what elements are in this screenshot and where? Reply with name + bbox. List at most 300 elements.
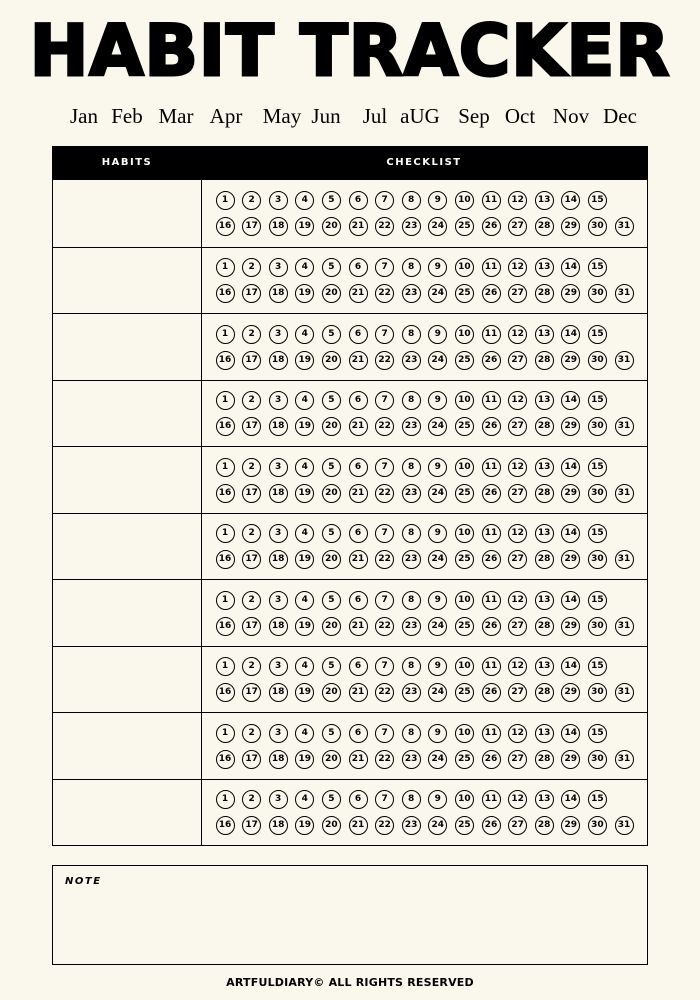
day-checkbox-19[interactable]: 19	[295, 816, 314, 835]
day-checkbox-31[interactable]: 31	[615, 550, 634, 569]
day-checkbox-26[interactable]: 26	[482, 816, 501, 835]
day-checkbox-27[interactable]: 27	[508, 417, 527, 436]
day-checkbox-10[interactable]: 10	[455, 325, 474, 344]
day-checkbox-9[interactable]: 9	[428, 524, 447, 543]
day-checkbox-4[interactable]: 4	[295, 458, 314, 477]
day-checkbox-12[interactable]: 12	[508, 591, 527, 610]
day-checkbox-8[interactable]: 8	[402, 391, 421, 410]
day-checkbox-12[interactable]: 12	[508, 524, 527, 543]
day-checkbox-7[interactable]: 7	[375, 657, 394, 676]
day-checkbox-3[interactable]: 3	[269, 458, 288, 477]
day-checkbox-24[interactable]: 24	[428, 484, 447, 503]
day-checkbox-5[interactable]: 5	[322, 724, 341, 743]
day-checkbox-23[interactable]: 23	[402, 550, 421, 569]
day-checkbox-2[interactable]: 2	[242, 391, 261, 410]
day-checkbox-6[interactable]: 6	[349, 325, 368, 344]
day-checkbox-10[interactable]: 10	[455, 524, 474, 543]
day-checkbox-13[interactable]: 13	[535, 524, 554, 543]
day-checkbox-31[interactable]: 31	[615, 617, 634, 636]
day-checkbox-9[interactable]: 9	[428, 724, 447, 743]
day-checkbox-4[interactable]: 4	[295, 591, 314, 610]
day-checkbox-20[interactable]: 20	[322, 351, 341, 370]
day-checkbox-11[interactable]: 11	[482, 591, 501, 610]
day-checkbox-21[interactable]: 21	[349, 484, 368, 503]
day-checkbox-21[interactable]: 21	[349, 683, 368, 702]
day-checkbox-24[interactable]: 24	[428, 617, 447, 636]
day-checkbox-28[interactable]: 28	[535, 683, 554, 702]
day-checkbox-24[interactable]: 24	[428, 284, 447, 303]
day-checkbox-26[interactable]: 26	[482, 683, 501, 702]
day-checkbox-11[interactable]: 11	[482, 258, 501, 277]
day-checkbox-1[interactable]: 1	[216, 790, 235, 809]
day-checkbox-19[interactable]: 19	[295, 484, 314, 503]
day-checkbox-14[interactable]: 14	[561, 258, 580, 277]
day-checkbox-21[interactable]: 21	[349, 816, 368, 835]
day-checkbox-17[interactable]: 17	[242, 217, 261, 236]
day-checkbox-23[interactable]: 23	[402, 816, 421, 835]
day-checkbox-15[interactable]: 15	[588, 258, 607, 277]
day-checkbox-22[interactable]: 22	[375, 683, 394, 702]
day-checkbox-6[interactable]: 6	[349, 191, 368, 210]
day-checkbox-21[interactable]: 21	[349, 417, 368, 436]
habit-name-cell[interactable]	[53, 647, 201, 713]
day-checkbox-18[interactable]: 18	[269, 683, 288, 702]
day-checkbox-16[interactable]: 16	[216, 683, 235, 702]
day-checkbox-5[interactable]: 5	[322, 258, 341, 277]
month-aug[interactable]: aUG	[400, 104, 440, 128]
day-checkbox-16[interactable]: 16	[216, 417, 235, 436]
day-checkbox-26[interactable]: 26	[482, 617, 501, 636]
day-checkbox-27[interactable]: 27	[508, 816, 527, 835]
day-checkbox-1[interactable]: 1	[216, 657, 235, 676]
day-checkbox-16[interactable]: 16	[216, 217, 235, 236]
day-checkbox-17[interactable]: 17	[242, 550, 261, 569]
day-checkbox-20[interactable]: 20	[322, 217, 341, 236]
day-checkbox-23[interactable]: 23	[402, 484, 421, 503]
day-checkbox-29[interactable]: 29	[561, 617, 580, 636]
day-checkbox-24[interactable]: 24	[428, 217, 447, 236]
day-checkbox-25[interactable]: 25	[455, 683, 474, 702]
day-checkbox-2[interactable]: 2	[242, 790, 261, 809]
day-checkbox-28[interactable]: 28	[535, 284, 554, 303]
day-checkbox-14[interactable]: 14	[561, 724, 580, 743]
day-checkbox-7[interactable]: 7	[375, 790, 394, 809]
day-checkbox-6[interactable]: 6	[349, 657, 368, 676]
day-checkbox-6[interactable]: 6	[349, 391, 368, 410]
day-checkbox-20[interactable]: 20	[322, 550, 341, 569]
day-checkbox-16[interactable]: 16	[216, 750, 235, 769]
day-checkbox-29[interactable]: 29	[561, 484, 580, 503]
note-area[interactable]	[53, 866, 647, 964]
day-checkbox-30[interactable]: 30	[588, 284, 607, 303]
day-checkbox-3[interactable]: 3	[269, 591, 288, 610]
month-jun[interactable]: Jun	[311, 104, 341, 128]
day-checkbox-30[interactable]: 30	[588, 750, 607, 769]
day-checkbox-11[interactable]: 11	[482, 790, 501, 809]
day-checkbox-11[interactable]: 11	[482, 325, 501, 344]
day-checkbox-16[interactable]: 16	[216, 284, 235, 303]
month-apr[interactable]: Apr	[209, 104, 243, 128]
day-checkbox-5[interactable]: 5	[322, 191, 341, 210]
day-checkbox-18[interactable]: 18	[269, 351, 288, 370]
day-checkbox-26[interactable]: 26	[482, 284, 501, 303]
day-checkbox-21[interactable]: 21	[349, 217, 368, 236]
day-checkbox-9[interactable]: 9	[428, 325, 447, 344]
day-checkbox-14[interactable]: 14	[561, 458, 580, 477]
day-checkbox-21[interactable]: 21	[349, 550, 368, 569]
day-checkbox-16[interactable]: 16	[216, 816, 235, 835]
day-checkbox-22[interactable]: 22	[375, 417, 394, 436]
day-checkbox-4[interactable]: 4	[295, 657, 314, 676]
day-checkbox-2[interactable]: 2	[242, 657, 261, 676]
month-dec[interactable]: Dec	[603, 104, 637, 128]
day-checkbox-28[interactable]: 28	[535, 417, 554, 436]
habit-name-cell[interactable]	[53, 381, 201, 447]
day-checkbox-2[interactable]: 2	[242, 591, 261, 610]
day-checkbox-9[interactable]: 9	[428, 258, 447, 277]
day-checkbox-27[interactable]: 27	[508, 683, 527, 702]
day-checkbox-18[interactable]: 18	[269, 284, 288, 303]
day-checkbox-9[interactable]: 9	[428, 391, 447, 410]
day-checkbox-19[interactable]: 19	[295, 351, 314, 370]
day-checkbox-3[interactable]: 3	[269, 724, 288, 743]
day-checkbox-25[interactable]: 25	[455, 484, 474, 503]
day-checkbox-19[interactable]: 19	[295, 683, 314, 702]
day-checkbox-30[interactable]: 30	[588, 484, 607, 503]
day-checkbox-12[interactable]: 12	[508, 258, 527, 277]
day-checkbox-4[interactable]: 4	[295, 391, 314, 410]
day-checkbox-9[interactable]: 9	[428, 790, 447, 809]
day-checkbox-11[interactable]: 11	[482, 391, 501, 410]
day-checkbox-1[interactable]: 1	[216, 591, 235, 610]
day-checkbox-30[interactable]: 30	[588, 683, 607, 702]
habit-name-cell[interactable]	[53, 248, 201, 314]
day-checkbox-25[interactable]: 25	[455, 351, 474, 370]
habit-name-cell[interactable]	[53, 514, 201, 580]
day-checkbox-29[interactable]: 29	[561, 750, 580, 769]
day-checkbox-5[interactable]: 5	[322, 591, 341, 610]
day-checkbox-7[interactable]: 7	[375, 724, 394, 743]
day-checkbox-3[interactable]: 3	[269, 325, 288, 344]
month-jan[interactable]: Jan	[70, 104, 98, 128]
day-checkbox-21[interactable]: 21	[349, 351, 368, 370]
day-checkbox-22[interactable]: 22	[375, 351, 394, 370]
day-checkbox-10[interactable]: 10	[455, 657, 474, 676]
habit-name-cell[interactable]	[53, 180, 201, 246]
day-checkbox-2[interactable]: 2	[242, 724, 261, 743]
day-checkbox-8[interactable]: 8	[402, 657, 421, 676]
day-checkbox-18[interactable]: 18	[269, 750, 288, 769]
day-checkbox-31[interactable]: 31	[615, 217, 634, 236]
day-checkbox-29[interactable]: 29	[561, 550, 580, 569]
day-checkbox-15[interactable]: 15	[588, 657, 607, 676]
day-checkbox-28[interactable]: 28	[535, 750, 554, 769]
day-checkbox-4[interactable]: 4	[295, 524, 314, 543]
day-checkbox-8[interactable]: 8	[402, 325, 421, 344]
day-checkbox-27[interactable]: 27	[508, 550, 527, 569]
day-checkbox-31[interactable]: 31	[615, 417, 634, 436]
day-checkbox-17[interactable]: 17	[242, 816, 261, 835]
day-checkbox-8[interactable]: 8	[402, 790, 421, 809]
day-checkbox-13[interactable]: 13	[535, 325, 554, 344]
day-checkbox-13[interactable]: 13	[535, 391, 554, 410]
day-checkbox-15[interactable]: 15	[588, 458, 607, 477]
day-checkbox-13[interactable]: 13	[535, 458, 554, 477]
day-checkbox-3[interactable]: 3	[269, 258, 288, 277]
day-checkbox-17[interactable]: 17	[242, 617, 261, 636]
day-checkbox-19[interactable]: 19	[295, 550, 314, 569]
day-checkbox-16[interactable]: 16	[216, 351, 235, 370]
day-checkbox-20[interactable]: 20	[322, 284, 341, 303]
day-checkbox-12[interactable]: 12	[508, 458, 527, 477]
day-checkbox-23[interactable]: 23	[402, 284, 421, 303]
day-checkbox-20[interactable]: 20	[322, 617, 341, 636]
day-checkbox-14[interactable]: 14	[561, 591, 580, 610]
day-checkbox-27[interactable]: 27	[508, 217, 527, 236]
day-checkbox-2[interactable]: 2	[242, 325, 261, 344]
day-checkbox-7[interactable]: 7	[375, 458, 394, 477]
day-checkbox-28[interactable]: 28	[535, 617, 554, 636]
day-checkbox-28[interactable]: 28	[535, 217, 554, 236]
day-checkbox-31[interactable]: 31	[615, 484, 634, 503]
day-checkbox-19[interactable]: 19	[295, 284, 314, 303]
day-checkbox-12[interactable]: 12	[508, 191, 527, 210]
day-checkbox-31[interactable]: 31	[615, 683, 634, 702]
day-checkbox-11[interactable]: 11	[482, 524, 501, 543]
day-checkbox-10[interactable]: 10	[455, 591, 474, 610]
day-checkbox-25[interactable]: 25	[455, 417, 474, 436]
day-checkbox-8[interactable]: 8	[402, 724, 421, 743]
day-checkbox-12[interactable]: 12	[508, 724, 527, 743]
day-checkbox-24[interactable]: 24	[428, 816, 447, 835]
day-checkbox-23[interactable]: 23	[402, 351, 421, 370]
day-checkbox-9[interactable]: 9	[428, 591, 447, 610]
day-checkbox-6[interactable]: 6	[349, 258, 368, 277]
day-checkbox-24[interactable]: 24	[428, 550, 447, 569]
day-checkbox-28[interactable]: 28	[535, 816, 554, 835]
day-checkbox-7[interactable]: 7	[375, 524, 394, 543]
day-checkbox-4[interactable]: 4	[295, 724, 314, 743]
day-checkbox-7[interactable]: 7	[375, 591, 394, 610]
day-checkbox-17[interactable]: 17	[242, 484, 261, 503]
day-checkbox-10[interactable]: 10	[455, 391, 474, 410]
day-checkbox-13[interactable]: 13	[535, 591, 554, 610]
day-checkbox-6[interactable]: 6	[349, 591, 368, 610]
day-checkbox-10[interactable]: 10	[455, 258, 474, 277]
day-checkbox-1[interactable]: 1	[216, 258, 235, 277]
day-checkbox-26[interactable]: 26	[482, 351, 501, 370]
day-checkbox-24[interactable]: 24	[428, 750, 447, 769]
day-checkbox-15[interactable]: 15	[588, 524, 607, 543]
day-checkbox-16[interactable]: 16	[216, 617, 235, 636]
day-checkbox-22[interactable]: 22	[375, 217, 394, 236]
day-checkbox-15[interactable]: 15	[588, 325, 607, 344]
day-checkbox-21[interactable]: 21	[349, 617, 368, 636]
day-checkbox-8[interactable]: 8	[402, 458, 421, 477]
day-checkbox-15[interactable]: 15	[588, 591, 607, 610]
day-checkbox-25[interactable]: 25	[455, 217, 474, 236]
day-checkbox-6[interactable]: 6	[349, 458, 368, 477]
day-checkbox-25[interactable]: 25	[455, 816, 474, 835]
day-checkbox-25[interactable]: 25	[455, 750, 474, 769]
day-checkbox-29[interactable]: 29	[561, 351, 580, 370]
day-checkbox-8[interactable]: 8	[402, 191, 421, 210]
day-checkbox-17[interactable]: 17	[242, 284, 261, 303]
day-checkbox-12[interactable]: 12	[508, 325, 527, 344]
day-checkbox-2[interactable]: 2	[242, 458, 261, 477]
day-checkbox-10[interactable]: 10	[455, 790, 474, 809]
day-checkbox-23[interactable]: 23	[402, 417, 421, 436]
day-checkbox-29[interactable]: 29	[561, 217, 580, 236]
day-checkbox-8[interactable]: 8	[402, 524, 421, 543]
day-checkbox-5[interactable]: 5	[322, 391, 341, 410]
day-checkbox-19[interactable]: 19	[295, 417, 314, 436]
day-checkbox-22[interactable]: 22	[375, 750, 394, 769]
day-checkbox-5[interactable]: 5	[322, 325, 341, 344]
day-checkbox-6[interactable]: 6	[349, 790, 368, 809]
habit-name-cell[interactable]	[53, 314, 201, 380]
day-checkbox-2[interactable]: 2	[242, 524, 261, 543]
habit-name-cell[interactable]	[53, 780, 201, 846]
day-checkbox-31[interactable]: 31	[615, 284, 634, 303]
day-checkbox-17[interactable]: 17	[242, 750, 261, 769]
day-checkbox-6[interactable]: 6	[349, 724, 368, 743]
day-checkbox-15[interactable]: 15	[588, 724, 607, 743]
day-checkbox-7[interactable]: 7	[375, 258, 394, 277]
day-checkbox-25[interactable]: 25	[455, 617, 474, 636]
day-checkbox-7[interactable]: 7	[375, 325, 394, 344]
habit-name-cell[interactable]	[53, 447, 201, 513]
day-checkbox-18[interactable]: 18	[269, 550, 288, 569]
day-checkbox-30[interactable]: 30	[588, 217, 607, 236]
day-checkbox-29[interactable]: 29	[561, 816, 580, 835]
day-checkbox-10[interactable]: 10	[455, 458, 474, 477]
day-checkbox-1[interactable]: 1	[216, 458, 235, 477]
day-checkbox-7[interactable]: 7	[375, 191, 394, 210]
day-checkbox-19[interactable]: 19	[295, 217, 314, 236]
day-checkbox-14[interactable]: 14	[561, 391, 580, 410]
day-checkbox-18[interactable]: 18	[269, 217, 288, 236]
day-checkbox-30[interactable]: 30	[588, 550, 607, 569]
day-checkbox-13[interactable]: 13	[535, 191, 554, 210]
day-checkbox-3[interactable]: 3	[269, 391, 288, 410]
day-checkbox-27[interactable]: 27	[508, 484, 527, 503]
day-checkbox-9[interactable]: 9	[428, 191, 447, 210]
day-checkbox-26[interactable]: 26	[482, 217, 501, 236]
day-checkbox-22[interactable]: 22	[375, 617, 394, 636]
day-checkbox-13[interactable]: 13	[535, 657, 554, 676]
day-checkbox-4[interactable]: 4	[295, 191, 314, 210]
day-checkbox-18[interactable]: 18	[269, 816, 288, 835]
day-checkbox-5[interactable]: 5	[322, 524, 341, 543]
day-checkbox-13[interactable]: 13	[535, 724, 554, 743]
day-checkbox-10[interactable]: 10	[455, 191, 474, 210]
day-checkbox-16[interactable]: 16	[216, 550, 235, 569]
day-checkbox-31[interactable]: 31	[615, 750, 634, 769]
day-checkbox-3[interactable]: 3	[269, 657, 288, 676]
day-checkbox-26[interactable]: 26	[482, 550, 501, 569]
day-checkbox-26[interactable]: 26	[482, 484, 501, 503]
day-checkbox-1[interactable]: 1	[216, 325, 235, 344]
day-checkbox-12[interactable]: 12	[508, 790, 527, 809]
day-checkbox-26[interactable]: 26	[482, 417, 501, 436]
day-checkbox-22[interactable]: 22	[375, 550, 394, 569]
day-checkbox-4[interactable]: 4	[295, 790, 314, 809]
day-checkbox-4[interactable]: 4	[295, 258, 314, 277]
day-checkbox-11[interactable]: 11	[482, 458, 501, 477]
day-checkbox-11[interactable]: 11	[482, 191, 501, 210]
day-checkbox-15[interactable]: 15	[588, 191, 607, 210]
day-checkbox-14[interactable]: 14	[561, 657, 580, 676]
day-checkbox-28[interactable]: 28	[535, 550, 554, 569]
day-checkbox-1[interactable]: 1	[216, 724, 235, 743]
day-checkbox-17[interactable]: 17	[242, 417, 261, 436]
day-checkbox-3[interactable]: 3	[269, 790, 288, 809]
day-checkbox-20[interactable]: 20	[322, 750, 341, 769]
day-checkbox-12[interactable]: 12	[508, 391, 527, 410]
day-checkbox-13[interactable]: 13	[535, 258, 554, 277]
day-checkbox-30[interactable]: 30	[588, 617, 607, 636]
day-checkbox-16[interactable]: 16	[216, 484, 235, 503]
day-checkbox-27[interactable]: 27	[508, 617, 527, 636]
day-checkbox-25[interactable]: 25	[455, 550, 474, 569]
day-checkbox-14[interactable]: 14	[561, 325, 580, 344]
day-checkbox-14[interactable]: 14	[561, 790, 580, 809]
day-checkbox-30[interactable]: 30	[588, 816, 607, 835]
day-checkbox-31[interactable]: 31	[615, 351, 634, 370]
day-checkbox-15[interactable]: 15	[588, 391, 607, 410]
day-checkbox-28[interactable]: 28	[535, 484, 554, 503]
day-checkbox-11[interactable]: 11	[482, 724, 501, 743]
day-checkbox-20[interactable]: 20	[322, 417, 341, 436]
day-checkbox-25[interactable]: 25	[455, 284, 474, 303]
day-checkbox-18[interactable]: 18	[269, 484, 288, 503]
month-feb[interactable]: Feb	[111, 104, 143, 128]
day-checkbox-29[interactable]: 29	[561, 417, 580, 436]
day-checkbox-3[interactable]: 3	[269, 191, 288, 210]
day-checkbox-27[interactable]: 27	[508, 284, 527, 303]
day-checkbox-6[interactable]: 6	[349, 524, 368, 543]
day-checkbox-22[interactable]: 22	[375, 284, 394, 303]
day-checkbox-10[interactable]: 10	[455, 724, 474, 743]
day-checkbox-29[interactable]: 29	[561, 683, 580, 702]
day-checkbox-28[interactable]: 28	[535, 351, 554, 370]
day-checkbox-1[interactable]: 1	[216, 391, 235, 410]
day-checkbox-22[interactable]: 22	[375, 816, 394, 835]
day-checkbox-29[interactable]: 29	[561, 284, 580, 303]
day-checkbox-11[interactable]: 11	[482, 657, 501, 676]
month-mar[interactable]: Mar	[158, 104, 194, 128]
habit-name-cell[interactable]	[53, 580, 201, 646]
month-oct[interactable]: Oct	[504, 104, 536, 128]
day-checkbox-23[interactable]: 23	[402, 750, 421, 769]
day-checkbox-4[interactable]: 4	[295, 325, 314, 344]
day-checkbox-19[interactable]: 19	[295, 750, 314, 769]
day-checkbox-5[interactable]: 5	[322, 790, 341, 809]
day-checkbox-30[interactable]: 30	[588, 417, 607, 436]
day-checkbox-20[interactable]: 20	[322, 484, 341, 503]
day-checkbox-7[interactable]: 7	[375, 391, 394, 410]
month-jul[interactable]: Jul	[362, 104, 388, 128]
day-checkbox-27[interactable]: 27	[508, 351, 527, 370]
day-checkbox-17[interactable]: 17	[242, 351, 261, 370]
day-checkbox-30[interactable]: 30	[588, 351, 607, 370]
day-checkbox-27[interactable]: 27	[508, 750, 527, 769]
day-checkbox-18[interactable]: 18	[269, 417, 288, 436]
day-checkbox-18[interactable]: 18	[269, 617, 288, 636]
month-nov[interactable]: Nov	[552, 104, 590, 128]
day-checkbox-2[interactable]: 2	[242, 191, 261, 210]
